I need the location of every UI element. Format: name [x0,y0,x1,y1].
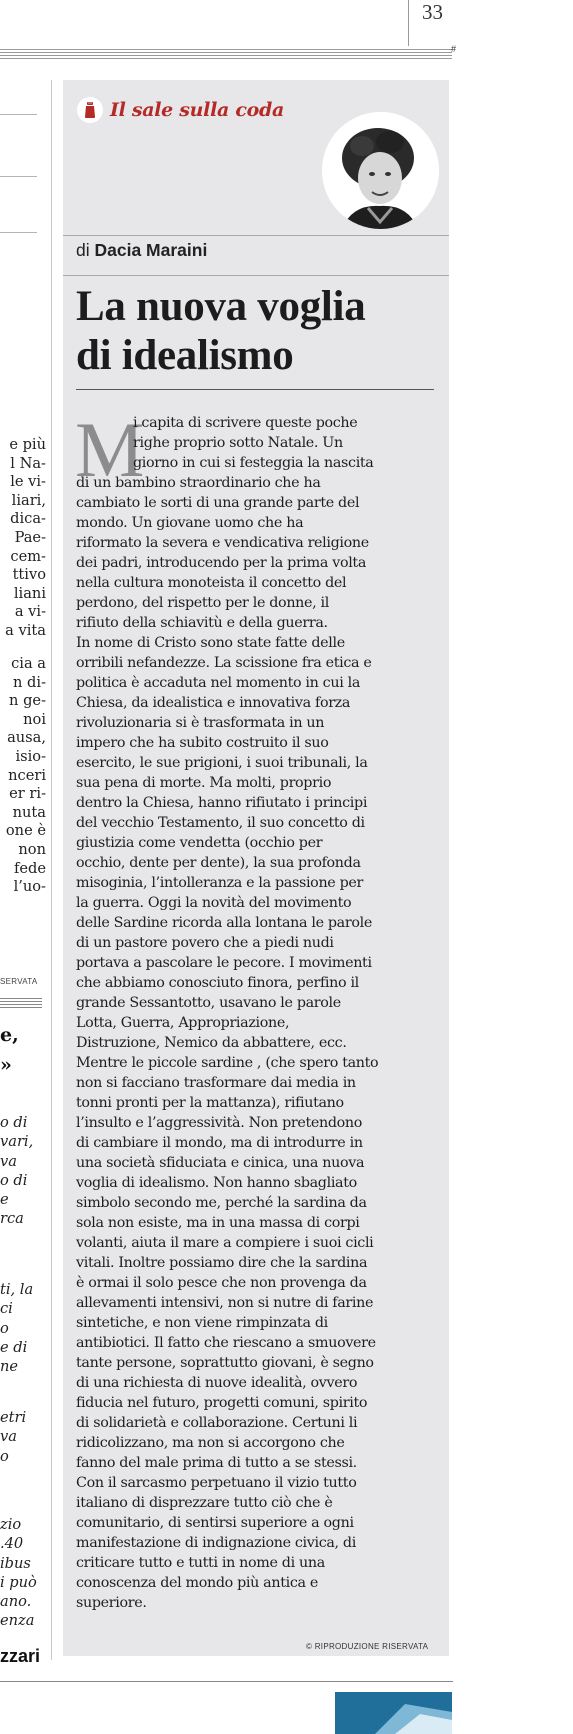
body-line: Mentre le piccole sardine , (che spero tanto [76,1055,379,1071]
body-line: la guerra. Oggi la novità del movimento [76,895,352,911]
neighbor-text-line: n ge- [9,692,46,710]
body-line: superiore. [76,1595,147,1611]
body-line: portava a pascolare le pecore. I movimenti [76,955,372,971]
body-line: sola non esiste, ma in una massa di corpi [76,1215,360,1231]
neighbor-italic-line: .40 [0,1535,24,1553]
neighbor-italic-line: ne [0,1358,19,1376]
body-line: criticare tutto e tutti in nome di una [76,1555,325,1571]
author-portrait [322,112,439,229]
neighbor-text-line: l Na- [10,454,46,472]
body-line: cambiato le sorti di una grande parte del [76,495,360,511]
body-line: che abbiamo conosciuto finora, perfino il [76,975,359,991]
page-number: 33 [422,0,443,24]
body-line: comunitario, di sentirsi superiore a ogni [76,1515,354,1531]
body-line: dei padri, introducendo per la prima volta [76,555,367,571]
neighbor-text-line: isio- [15,747,46,765]
neighbor-italic-line: ano. [0,1593,32,1611]
neighbor-text-line: liani [13,584,46,602]
neighbor-italic-line: o [0,1319,9,1337]
neighbor-text-line: Pae- [14,528,46,546]
neighbor-italic-line: ibus [0,1554,31,1572]
neighbor-italic-line: va [0,1152,17,1170]
neighbor-rule [0,1001,42,1002]
neighbor-italic-line: ti, la [0,1281,34,1298]
body-line: tante persone, soprattutto giovani, è segno [76,1355,374,1371]
headline-line: La nuova voglia [76,283,366,330]
neighbor-rule [0,176,37,177]
neighbor-italic-line: etri [0,1409,27,1426]
neighbor-text-line: liari, [11,491,46,509]
promo-image [335,1692,452,1734]
body-line: rifiuto della schiavitù e della guerra. [76,615,328,631]
neighbor-text-line: a vi- [14,603,46,621]
body-line: politica è accaduta nel momento in cui la [76,675,361,691]
body-line: simbolo secondo me, perché la sardina da [76,1195,367,1211]
neighbor-italic-line: vari, [0,1133,34,1151]
body-line: tonni pronti per la mattanza), rifiutano [76,1095,344,1111]
body-line: In nome di Cristo sono state fatte delle [76,635,345,651]
neighbor-text-line: le vi- [10,473,46,491]
body-line: di cambiare il mondo, ma di introdurre in [76,1135,363,1151]
byline-rule [63,275,449,276]
neighbor-text-line: er ri- [9,785,46,803]
body-line: Con il sarcasmo perpetuano il vizio tutto [76,1475,357,1491]
body-line: di solidarietà e collaborazione. Certuni li [76,1415,358,1431]
neighbor-text-line: e più [9,436,46,453]
body-line: voglia di idealismo. Non hanno sbagliato [76,1175,357,1191]
neighbor-rule [0,1007,42,1008]
body-line: di una richiesta di nuove idealità, ovvero [76,1375,358,1391]
top-rules [0,49,452,61]
neighbor-rule [0,232,37,233]
neighbor-text-line: l’uo- [13,878,46,896]
body-line: i capita di scrivere queste poche [133,415,358,431]
neighbor-rule [0,998,42,999]
body-line: Lotta, Guerra, Appropriazione, [76,1015,290,1031]
body-line: nella cultura monoteista il concetto del [76,575,347,591]
body-line: misoginia, l’intolleranza e la passione per [76,875,364,891]
body-line: sintetiche, e non viene rimpinzata di [76,1315,328,1331]
author-name: Dacia Maraini [94,240,208,260]
neighbor-italic-line: i può [0,1573,37,1591]
neighbor-italic-line: e [0,1191,9,1209]
article-body [75,406,441,1613]
neighbor-text-line: ausa, [7,729,46,747]
neighbor-headline-line: » [0,1054,12,1076]
body-line: sua pena di morte. Ma molti, proprio [76,775,332,791]
body-line: non si facciano trasformare dai media in [76,1075,356,1091]
body-line: antibiotici. Il fatto che riescano a smuovere [76,1335,376,1351]
neighbor-text-line: n di- [13,673,46,691]
body-line: l’insulto e l’aggressività. Non pretendono [76,1115,363,1131]
neighbor-italic-line: rca [0,1210,24,1228]
neighbor-text-line: nuta [12,803,46,821]
neighbor-italic-line: zio [0,1516,22,1533]
body-line: fiducia nel futuro, progetti comuni, spirito [76,1395,368,1411]
corner-mark: # [451,44,457,54]
page-number-divider [408,0,409,46]
neighbor-italic-line: va [0,1428,17,1446]
body-line: dentro la Chiesa, hanno rifiutato i principi [76,795,368,811]
bottom-rule [0,1681,453,1682]
neighbor-italic-block [0,1280,48,1376]
neighbor-text-block [0,436,46,641]
drop-cap: M [75,406,145,493]
neighbor-column [0,80,46,1680]
body-line: esercito, le sue prigioni, i suoi tribunali, la [76,755,368,771]
neighbor-text-line: non [18,840,46,858]
body-line: perdono, del rispetto per le donne, il [76,595,329,611]
body-line: righe proprio sotto Natale. Un [133,435,343,451]
body-line: orribili nefandezze. La scissione fra etica e [76,655,372,671]
neighbor-italic-line: o di [0,1171,28,1189]
headline-rule [76,389,434,390]
body-line: impero che ha subito costruito il suo [76,735,329,751]
neighbor-text-line: cem- [10,547,46,565]
article-headline [76,282,446,380]
neighbor-text-line: one è [5,822,46,840]
body-line: grande Sessantotto, usavano le parole [76,995,341,1011]
neighbor-text-line: ttivo [12,566,46,584]
neighbor-text-line: a vita [5,621,46,639]
body-line: di un bambino straordinario che ha [76,475,321,491]
neighbor-text-line: cia a [11,655,46,672]
opinion-column [63,80,449,1656]
body-line: fanno del male prima di tutto a se stessi. [76,1455,357,1471]
body-line: Chiesa, da idealistica e innovativa forza [76,695,351,711]
neighbor-text-block [0,655,46,897]
body-line: del vecchio Testamento, il suo concetto di [76,815,365,831]
body-line: volanti, aiuta il mare a compiere i suoi cicli [76,1235,374,1251]
salt-shaker-icon [77,97,103,123]
body-line: giorno in cui si festeggia la nascita [133,455,374,471]
neighbor-rule [0,1004,42,1005]
column-divider [51,80,52,1660]
body-line: italiano di disprezzare tutto ciò che è [76,1495,333,1511]
copyright-notice: © RIPRODUZIONE RISERVATA [306,1642,429,1651]
body-line: occhio, dente per dente), la sua profonda [76,855,361,871]
body-line: Distruzione, Nemico da abbattere, ecc. [76,1035,347,1051]
neighbor-headline [0,1020,19,1080]
neighbor-text-line: nceri [8,766,46,784]
neighbor-italic-block [0,1408,48,1466]
body-line: riformato la severa e vendicativa religione [76,535,369,551]
body-line: mondo. Un giovane uomo che ha [76,515,304,531]
body-line: una società sfiduciata e cinica, una nuova [76,1155,365,1171]
body-line: vitali. Inoltre possiamo dire che la sardina [76,1255,368,1271]
neighbor-italic-line: enza [0,1612,35,1630]
neighbor-signature: zzari [0,1646,41,1666]
byline-prefix: di [76,240,90,260]
headline-line: di idealismo [76,332,294,379]
section-title: Il sale sulla coda [110,99,284,121]
neighbor-text-line: noi [23,710,46,728]
body-line: allevamenti intensivi, non si nutre di farine [76,1295,374,1311]
body-line: delle Sardine ricorda alla lontana le parole [76,915,372,931]
body-line: è ormai il solo pesce che non provenga da [76,1275,367,1291]
body-line: rivoluzionaria si è trasformata in un [76,715,325,731]
body-line: manifestazione di indignazione civica, di [76,1535,356,1551]
body-line: ridicolizzano, ma non si accorgono che [76,1435,345,1451]
neighbor-headline-line: e, [0,1024,19,1046]
neighbor-italic-line: o [0,1447,9,1465]
body-line: conoscenza del mondo più antica e [76,1575,318,1591]
neighbor-text-line: dica- [10,510,46,528]
neighbor-italic-line: ci [0,1300,13,1318]
neighbor-italic-line: e di [0,1338,28,1356]
neighbor-italic-block [0,1515,48,1631]
body-line: di un pastore povero che a piedi nudi [76,935,334,951]
byline [76,240,207,261]
body-line: giustizia come vendetta (occhio per [76,835,323,851]
neighbor-text-line: fede [13,859,46,877]
section-header [77,97,284,123]
byline-rule [63,235,449,236]
neighbor-rule [0,114,37,115]
neighbor-copyright: SERVATA [0,977,38,986]
neighbor-italic-line: o di [0,1114,28,1131]
neighbor-italic-block [0,1113,48,1229]
